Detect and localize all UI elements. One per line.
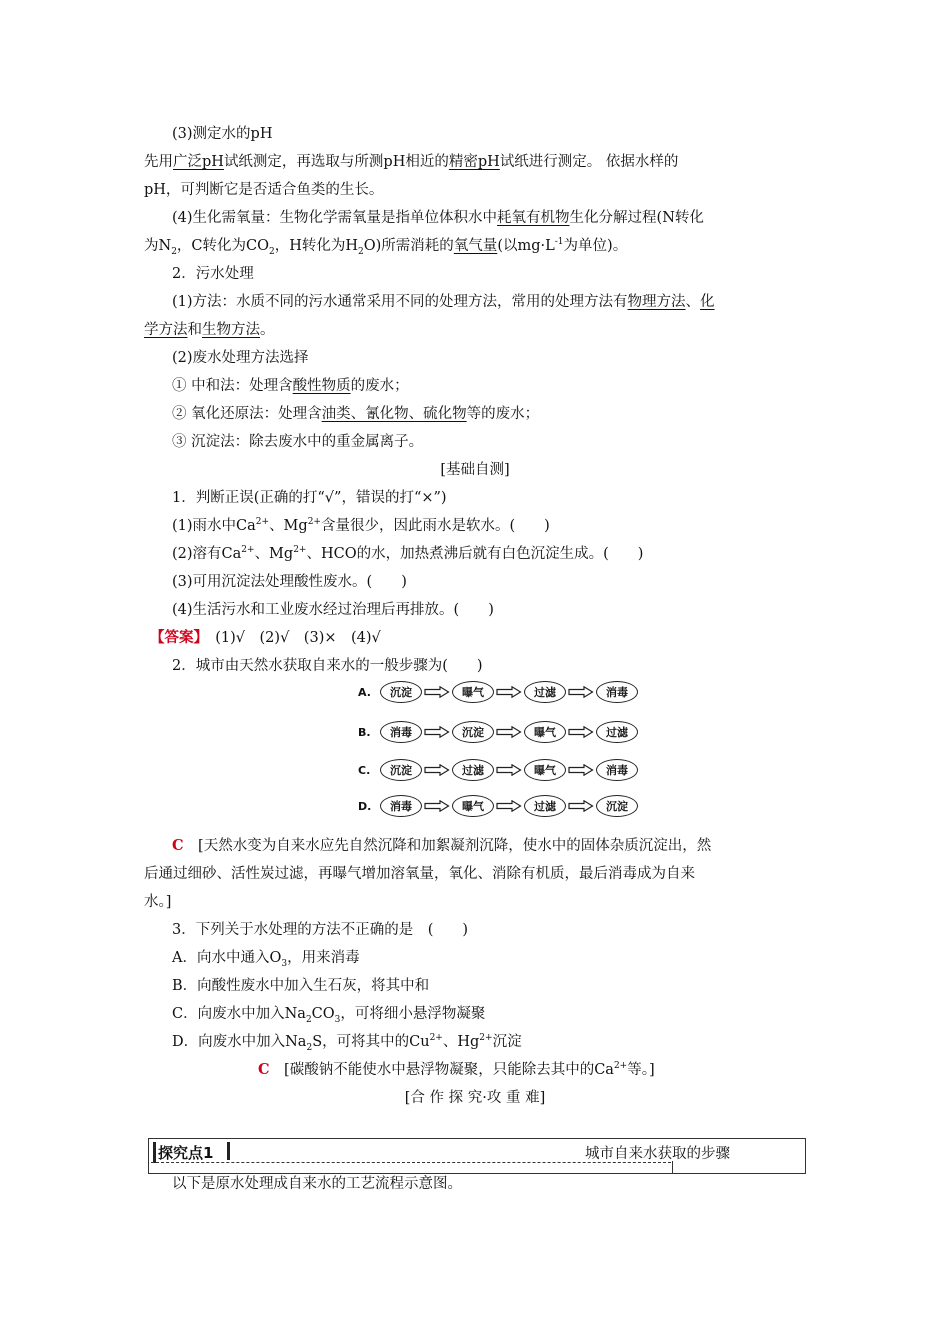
section-title: [合 作 探 究·攻 重 难] xyxy=(404,1090,546,1106)
arrow-right-icon xyxy=(494,722,524,742)
step-oval: 过滤 xyxy=(596,721,638,743)
step-oval: 曝气 xyxy=(524,759,566,781)
text-line: (2)废水处理方法选择 xyxy=(172,350,309,366)
step-oval: 过滤 xyxy=(524,681,566,703)
step-oval: 消毒 xyxy=(596,681,638,703)
step-oval: 消毒 xyxy=(380,721,422,743)
option-letter: B. xyxy=(358,725,371,739)
step-oval: 沉淀 xyxy=(452,721,494,743)
text-line: 为$N_2$，C转化为$CO_2$，H转化为$H_2O$)所需消耗的氧气量(以$mg\cdot L^{-1}$为单位)。 xyxy=(144,237,628,257)
text-line: ③ 沉淀法：除去废水中的重金属离子。 xyxy=(172,434,424,450)
section-heading: 2．污水处理 xyxy=(172,266,254,282)
text-line: ② 氧化还原法：处理含油类、氰化物、硫化物等的废水； xyxy=(172,406,540,422)
question: 3．下列关于水处理的方法不正确的是 ( ) xyxy=(172,922,469,938)
step-oval: 消毒 xyxy=(596,759,638,781)
arrow-right-icon xyxy=(422,682,452,702)
banner-tab: 探究点1 xyxy=(153,1142,213,1163)
text-line: 以下是原水处理成自来水的工艺流程示意图。 xyxy=(172,1176,462,1192)
step-oval: 曝气 xyxy=(452,681,494,703)
step-oval: 过滤 xyxy=(452,759,494,781)
arrow-right-icon xyxy=(494,760,524,780)
answer-line: C [天然水变为自来水应先自然沉降和加絮凝剂沉降，使水中的固体杂质沉淀出，然 xyxy=(172,837,712,854)
answer-label: 【答案】 xyxy=(150,629,201,646)
topic-banner xyxy=(148,1138,806,1174)
choice-a: A．向水中通入$O_3$，用来消毒 xyxy=(172,950,360,969)
answer-line: C [碳酸钠不能使水中悬浮物凝聚，只能除去其中的$Ca^{2+}$等。] xyxy=(258,1061,655,1078)
answer-letter: C xyxy=(258,1061,270,1078)
question-item: (4)生活污水和工业废水经过治理后再排放。( ) xyxy=(172,602,494,618)
question: 2．城市由天然水获取自来水的一般步骤为( ) xyxy=(172,658,483,674)
question-item: (1)雨水中$Ca^{2+}$、$Mg^{2+}$含量很少，因此雨水是软水。( ) xyxy=(172,517,550,534)
answer-letter: C xyxy=(172,837,184,854)
arrow-right-icon xyxy=(566,796,596,816)
arrow-right-icon xyxy=(422,722,452,742)
text-line: ① 中和法：处理含酸性物质的废水； xyxy=(172,378,409,394)
step-oval: 曝气 xyxy=(452,795,494,817)
arrow-right-icon xyxy=(494,796,524,816)
arrow-right-icon xyxy=(566,682,596,702)
arrow-right-icon xyxy=(422,760,452,780)
choice-c: C．向废水中加入$Na_2CO_3$，可将细小悬浮物凝聚 xyxy=(172,1006,486,1025)
step-oval: 过滤 xyxy=(524,795,566,817)
text-line: (1)方法：水质不同的污水通常采用不同的处理方法，常用的处理方法有物理方法、化 xyxy=(172,294,715,310)
option-row xyxy=(358,679,638,705)
arrow-right-icon xyxy=(566,722,596,742)
option-row xyxy=(358,757,638,783)
answer-line: 【答案】 (1)√ (2)√ (3)× (4)√ xyxy=(150,629,381,646)
text-line: (4)生化需氧量：生物化学需氧量是指单位体积水中耗氧有机物生化分解过程(N转化 xyxy=(172,210,704,226)
step-oval: 沉淀 xyxy=(596,795,638,817)
option-letter: D. xyxy=(358,799,372,813)
arrow-right-icon xyxy=(494,682,524,702)
text-line: pH，可判断它是否适合鱼类的生长。 xyxy=(144,182,384,198)
step-oval: 沉淀 xyxy=(380,759,422,781)
banner-title: 城市自来水获取的步骤 xyxy=(585,1146,730,1162)
banner-tab-bar xyxy=(227,1142,230,1160)
step-oval: 沉淀 xyxy=(380,681,422,703)
arrow-right-icon xyxy=(566,760,596,780)
choice-b: B．向酸性废水中加入生石灰，将其中和 xyxy=(172,978,430,994)
option-letter: C. xyxy=(358,763,371,777)
option-row xyxy=(358,793,638,819)
question-item: (2)溶有$Ca^{2+}$、$Mg^{2+}$、HCO的水，加热煮沸后就有白色沉淀生成。( ) xyxy=(172,545,644,562)
text-line: 先用广泛pH试纸测定，再选取与所测pH相近的精密pH试纸进行测定。 依据水样的 xyxy=(144,154,679,170)
arrow-right-icon xyxy=(422,796,452,816)
step-oval: 消毒 xyxy=(380,795,422,817)
text-line: 后通过细砂、活性炭过滤，再曝气增加溶氧量，氧化、消除有机质，最后消毒成为自来 xyxy=(144,866,695,882)
step-oval: 曝气 xyxy=(524,721,566,743)
option-row xyxy=(358,719,638,745)
option-letter: A. xyxy=(358,685,371,699)
question: 1．判断正误(正确的打“√”，错误的打“×”) xyxy=(172,490,447,506)
question-item: (3)可用沉淀法处理酸性废水。( ) xyxy=(172,574,407,590)
text-line: 水。] xyxy=(144,894,172,910)
choice-d: D．向废水中加入$Na_2S$，可将其中的$Cu^{2+}$、$Hg^{2+}$沉淀 xyxy=(172,1033,522,1053)
text-line: (3)测定水的pH xyxy=(172,126,273,142)
section-title: [基础自测] xyxy=(440,462,510,478)
text-line: 学方法和生物方法。 xyxy=(144,322,275,338)
